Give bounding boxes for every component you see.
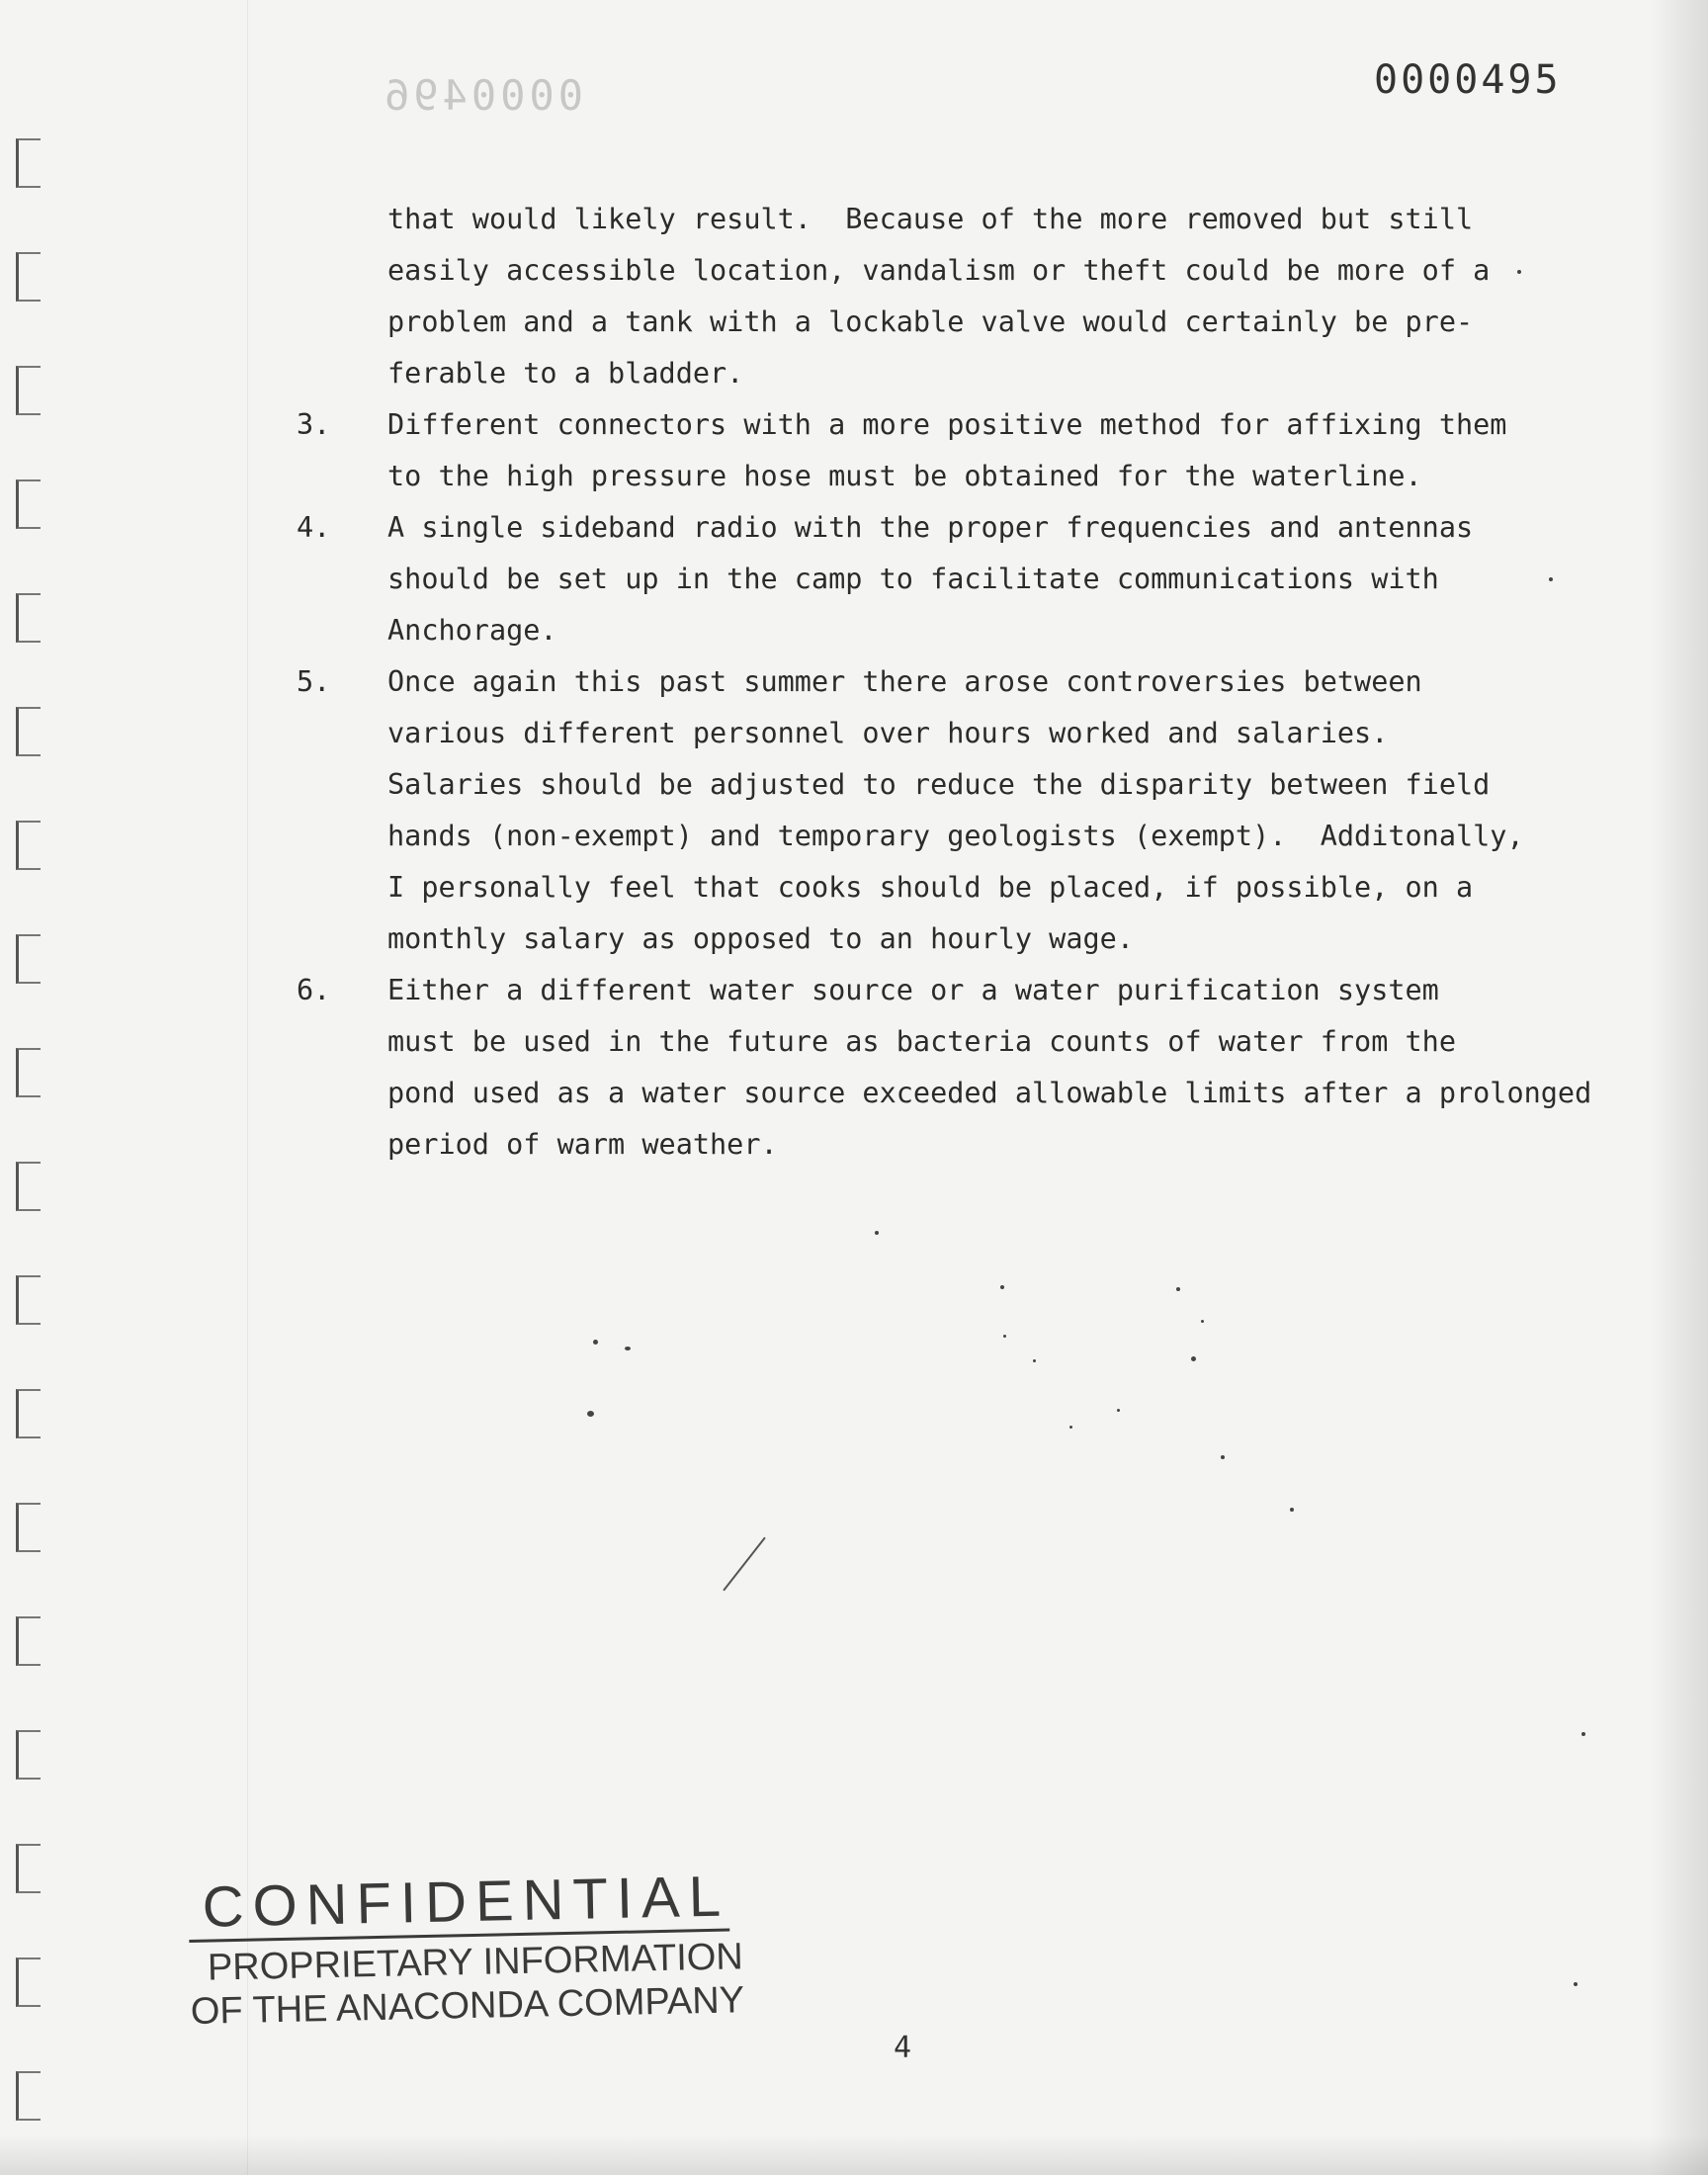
binding-hole xyxy=(16,707,41,756)
scan-speck xyxy=(1574,1982,1578,1986)
scan-speck xyxy=(1201,1320,1204,1323)
text-line: easily accessible location, vandalism or theft could be more of a xyxy=(387,254,1491,287)
scan-speck xyxy=(1117,1409,1120,1412)
scan-speck xyxy=(587,1411,594,1417)
scan-speck xyxy=(1176,1287,1180,1291)
text-line: I personally feel that cooks should be placed, if possible, on a xyxy=(387,871,1474,904)
binding-hole xyxy=(16,1958,41,2007)
text-line: Once again this past summer there arose controversies between xyxy=(387,665,1422,698)
binding-hole xyxy=(16,1162,41,1211)
scan-speck xyxy=(1191,1356,1196,1361)
scan-speck xyxy=(1549,577,1553,581)
binding-hole xyxy=(16,1844,41,1893)
margin-crease xyxy=(247,0,248,2175)
stamp-line-1: PROPRIETARY INFORMATION xyxy=(207,1936,744,1989)
text-line: problem and a tank with a lockable valve would certainly be pre- xyxy=(387,305,1474,338)
stamp-line-2: OF THE ANACONDA COMPANY xyxy=(190,1979,745,2033)
binding-hole xyxy=(16,934,41,984)
continued-paragraph xyxy=(387,194,1611,399)
text-line: ferable to a bladder. xyxy=(387,357,744,390)
scan-speck xyxy=(1003,1335,1006,1338)
text-line: Salaries should be adjusted to reduce the disparity between field xyxy=(387,768,1491,801)
item-number: 5. xyxy=(297,665,331,698)
text-line: Either a different water source or a water purification system xyxy=(387,974,1439,1006)
list-item xyxy=(297,656,1611,965)
confidential-stamp xyxy=(188,1865,744,2034)
text-line: must be used in the future as bacteria counts of water from the xyxy=(387,1025,1456,1058)
binding-hole xyxy=(16,1048,41,1097)
binding-hole xyxy=(16,479,41,529)
binding-hole xyxy=(16,2071,41,2121)
binding-hole xyxy=(16,1730,41,1780)
page-number: 4 xyxy=(894,2031,912,2065)
binding-holes xyxy=(12,119,51,2155)
scan-speck xyxy=(625,1347,631,1350)
binding-hole xyxy=(16,252,41,302)
binding-hole xyxy=(16,1389,41,1438)
scan-speck xyxy=(1581,1732,1585,1736)
stamp-title: CONFIDENTIAL xyxy=(188,1866,730,1943)
scan-speck xyxy=(1221,1455,1225,1459)
bleed-through-number: 0000496 xyxy=(381,71,584,120)
binding-hole xyxy=(16,138,41,188)
text-line: monthly salary as opposed to an hourly wage. xyxy=(387,922,1134,955)
list-item xyxy=(297,965,1611,1171)
scan-speck xyxy=(593,1340,598,1345)
text-line: Different connectors with a more positive method for affixing them xyxy=(387,408,1507,441)
scan-speck xyxy=(1290,1508,1294,1512)
scan-speck xyxy=(1517,270,1521,274)
pencil-mark xyxy=(723,1537,765,1592)
item-number: 6. xyxy=(297,974,331,1006)
text-line: pond used as a water source exceeded allowable limits after a prolonged xyxy=(387,1077,1592,1109)
list-item xyxy=(297,502,1611,656)
binding-hole xyxy=(16,1275,41,1325)
scan-speck xyxy=(1033,1359,1036,1362)
item-number: 3. xyxy=(297,408,331,441)
text-line: to the high pressure hose must be obtained for the waterline. xyxy=(387,460,1422,492)
text-line: hands (non-exempt) and temporary geologists (exempt). Additonally, xyxy=(387,820,1524,852)
document-number: 0000495 xyxy=(1374,57,1562,103)
binding-hole xyxy=(16,1616,41,1666)
text-line: Anchorage. xyxy=(387,614,557,647)
text-line: various different personnel over hours worked and salaries. xyxy=(387,717,1389,749)
binding-hole xyxy=(16,1503,41,1552)
text-line: A single sideband radio with the proper frequencies and antennas xyxy=(387,511,1474,544)
binding-hole xyxy=(16,593,41,643)
page-bottom-shadow xyxy=(0,2135,1708,2175)
text-line: should be set up in the camp to facilitate communications with xyxy=(387,563,1439,595)
page-edge-shadow xyxy=(1649,0,1708,2175)
text-line: period of warm weather. xyxy=(387,1128,778,1161)
body-text xyxy=(297,194,1611,1171)
item-number: 4. xyxy=(297,511,331,544)
text-line: that would likely result. Because of the more removed but still xyxy=(387,203,1474,235)
list-item xyxy=(297,399,1611,502)
binding-hole xyxy=(16,821,41,870)
scan-speck xyxy=(1000,1285,1004,1289)
scan-speck xyxy=(875,1231,879,1235)
binding-hole xyxy=(16,366,41,415)
scan-speck xyxy=(1069,1426,1072,1429)
